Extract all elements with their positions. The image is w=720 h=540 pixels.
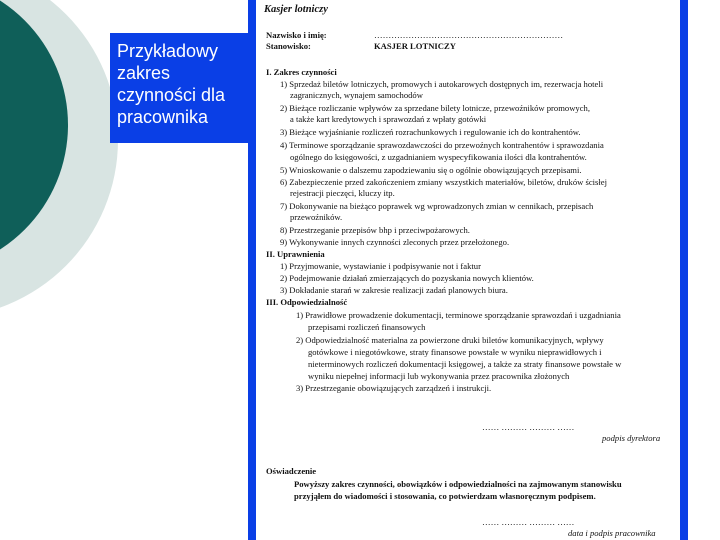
section-1-line: 8) Przestrzeganie przepisów bhp i przeciwpożarowych.	[280, 225, 470, 235]
section-1-line: 9) Wykonywanie innych czynności zleconych przez przełożonego.	[280, 237, 510, 247]
document-header: Kasjer lotniczy	[264, 4, 328, 15]
section-3-line: 2) Odpowiedzialność materialna za powierzone druki biletów komunikacyjnych, wpływy	[296, 335, 604, 345]
section-3-line: 1) Prawidłowe prowadzenie dokumentacji, terminowe sporządzanie sprawozdań i uzgadniania	[296, 310, 621, 320]
declaration-line: Powyższy zakres czynności, obowiązków i odpowiedzialności na zajmowanym stanowisku	[294, 479, 622, 489]
position-value: KASJER LOTNICZY	[374, 41, 456, 51]
section-3-line: przepisami rozliczeń finansowych	[308, 322, 426, 332]
section-1-line: rejestracji pieczęci, kluczy itp.	[290, 188, 395, 198]
section-1-line: 7) Dokonywanie na bieżąco poprawek wg wprowadzonych zmian w cennikach, przepisach	[280, 201, 594, 211]
employee-signature-line: …… ……… ……… ……	[482, 517, 575, 527]
section-3-line: nieterminowych rozliczeń dokumentacji księgowej, a także za straty finansowe powstałe w	[308, 359, 622, 369]
declaration-heading: Oświadczenie	[266, 466, 317, 476]
section-2-line: 1) Przyjmowanie, wystawianie i podpisywanie not i faktur	[280, 261, 481, 271]
section-1-line: 5) Wnioskowanie o dalszemu zapodziewaniu się o ogólnie obowiązujących przepisami.	[280, 165, 582, 175]
document-scan	[256, 0, 680, 540]
section-1-line: przewoźników.	[290, 212, 343, 222]
section-1-line: 6) Zabezpieczenie przed zakończeniem zmiany wszystkich materiałów, biletów, druków ścisłej	[280, 177, 607, 187]
section-3-heading: III. Odpowiedzialność	[266, 297, 348, 307]
section-3-line: wyniku niepełnej informacji lub wykonywania przez pracownika złożonych	[308, 371, 570, 381]
employee-signature-label: data i podpis pracownika	[568, 528, 656, 538]
section-2-line: 2) Podejmowanie działań zmierzających do pozyskania nowych klientów.	[280, 273, 534, 283]
director-signature-label: podpis dyrektora	[602, 433, 661, 443]
section-1-heading: I. Zakres czynności	[266, 67, 337, 77]
declaration-line: przyjąłem do wiadomości i stosowania, co potwierdzam własnoręcznym podpisem.	[294, 491, 596, 501]
position-label: Stanowisko:	[266, 41, 311, 51]
section-2-heading: II. Uprawnienia	[266, 249, 325, 259]
section-3-line: 3) Przestrzeganie obowiązujących zarządzeń i instrukcji.	[296, 383, 492, 393]
section-1-line: ogólnego do księgowości, z uzgadnianiem wyspecyfikowania ilości dla kontrahentów.	[290, 152, 587, 162]
slide-title-box	[110, 33, 248, 143]
section-3-line: gotówkowe i niegotówkowe, straty finansowe powstałe w wyniku nieprawidłowych i	[308, 347, 602, 357]
name-value: …………………………………………………………	[374, 30, 564, 40]
slide-title: Przykładowy zakres czynności dla pracownika	[117, 41, 226, 127]
section-1-line: 2) Bieżące rozliczanie wpływów za sprzedane bilety lotnicze, przewoźników promowych,	[280, 103, 590, 113]
director-signature-line: …… ……… ……… ……	[482, 422, 575, 432]
section-1-line: a także kart kredytowych i sprawozdań z wpłaty gotówki	[290, 114, 487, 124]
section-1-line: 3) Bieżące wyjaśnianie rozliczeń rozrachunkowych i regulowanie ich do kontrahentów.	[280, 127, 581, 137]
section-1-line: 4) Terminowe sporządzanie sprawozdawczości do przewoźnych kontrahentów i sprawozdania	[280, 140, 604, 150]
section-2-line: 3) Dokładanie starań w zakresie realizacji zadań planowych biura.	[280, 285, 508, 295]
section-1-line: zagranicznych, wynajem samochodów	[290, 90, 423, 100]
section-1-line: 1) Sprzedaż biletów lotniczych, promowych i autokarowych dostępnych im, rezerwacja hoteli	[280, 79, 604, 89]
name-label: Nazwisko i imię:	[266, 30, 327, 40]
